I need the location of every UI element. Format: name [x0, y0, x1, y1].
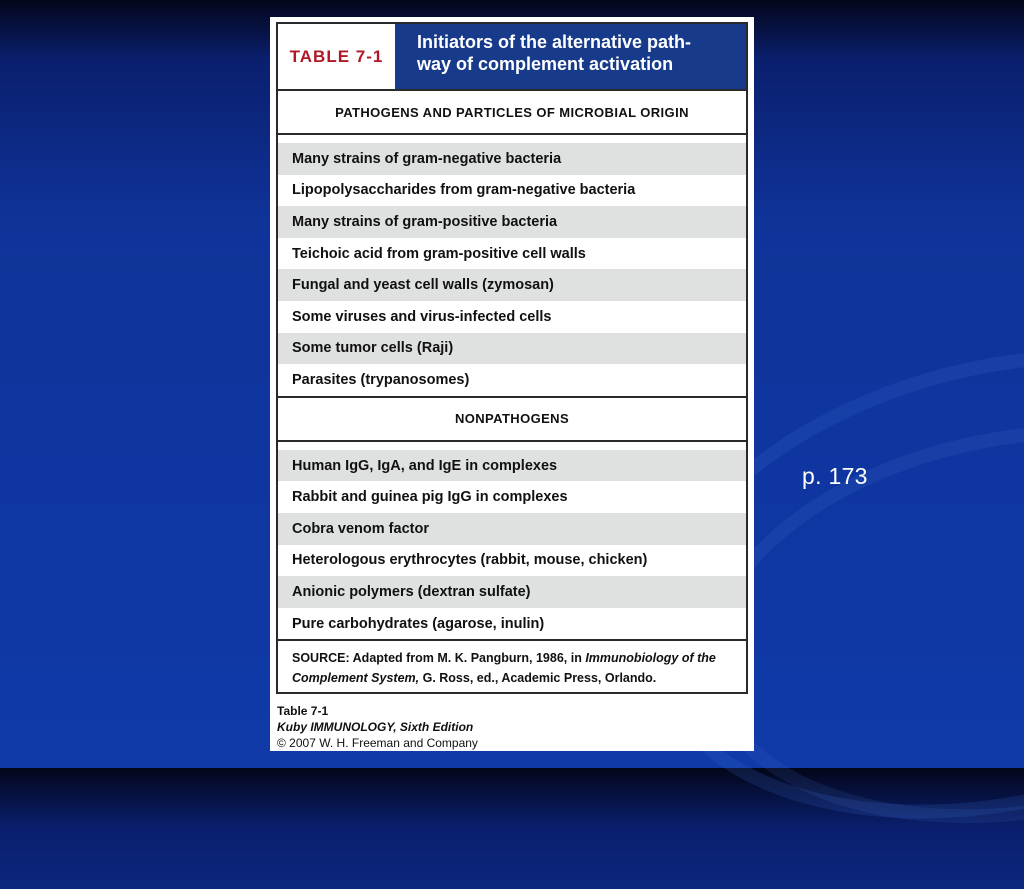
pathogens-rows: [278, 135, 746, 396]
table-id-label: TABLE 7-1: [278, 24, 395, 89]
table-row: Some tumor cells (Raji): [278, 333, 746, 365]
caption-line1: Table 7-1: [277, 704, 329, 718]
table-figure: [270, 17, 754, 751]
section-heading-nonpathogens: NONPATHOGENS: [278, 396, 746, 442]
table-row: Heterologous erythrocytes (rabbit, mouse, chicken): [292, 552, 648, 569]
table-row: Human IgG, IgA, and IgE in complexes: [278, 450, 746, 482]
table-title-line1: Initiators of the alternative path-: [417, 32, 692, 52]
table-row: Anionic polymers (dextran sulfate): [278, 576, 746, 608]
page-reference: p. 173: [802, 463, 868, 489]
table-header: [278, 24, 746, 91]
source-suffix: G. Ross, ed., Academic Press, Orlando.: [419, 671, 657, 686]
table-row: Some viruses and virus-infected cells: [292, 308, 552, 325]
data-table: [276, 22, 748, 694]
table-row: Many strains of gram-positive bacteria: [278, 206, 746, 238]
source-note: [278, 639, 746, 688]
table-row: Fungal and yeast cell walls (zymosan): [278, 269, 746, 301]
table-title-line2: way of complement activation: [417, 54, 674, 74]
table-row: Teichoic acid from gram-positive cell walls: [292, 245, 586, 262]
table-row: Many strains of gram-negative bacteria: [278, 143, 746, 175]
table-row: Pure carbohydrates (agarose, inulin): [292, 615, 545, 632]
source-book-title: Immunobiology of the Complement System,: [292, 651, 716, 686]
section-heading-pathogens: PATHOGENS AND PARTICLES OF MICROBIAL ORIGIN: [278, 91, 746, 135]
table-row: Lipopolysaccharides from gram-negative bacteria: [292, 182, 636, 199]
table-row: Rabbit and guinea pig IgG in complexes: [292, 489, 568, 506]
caption-line3: © 2007 W. H. Freeman and Company: [277, 736, 478, 750]
table-title: [395, 24, 746, 89]
source-prefix: SOURCE: Adapted from M. K. Pangburn, 1986, in: [292, 651, 586, 666]
table-row: Cobra venom factor: [278, 513, 746, 545]
nonpathogens-rows: [278, 442, 746, 640]
figure-caption: [277, 703, 478, 751]
table-row: Parasites (trypanosomes): [292, 371, 470, 388]
caption-line2: Kuby IMMUNOLOGY, Sixth Edition: [277, 720, 474, 734]
